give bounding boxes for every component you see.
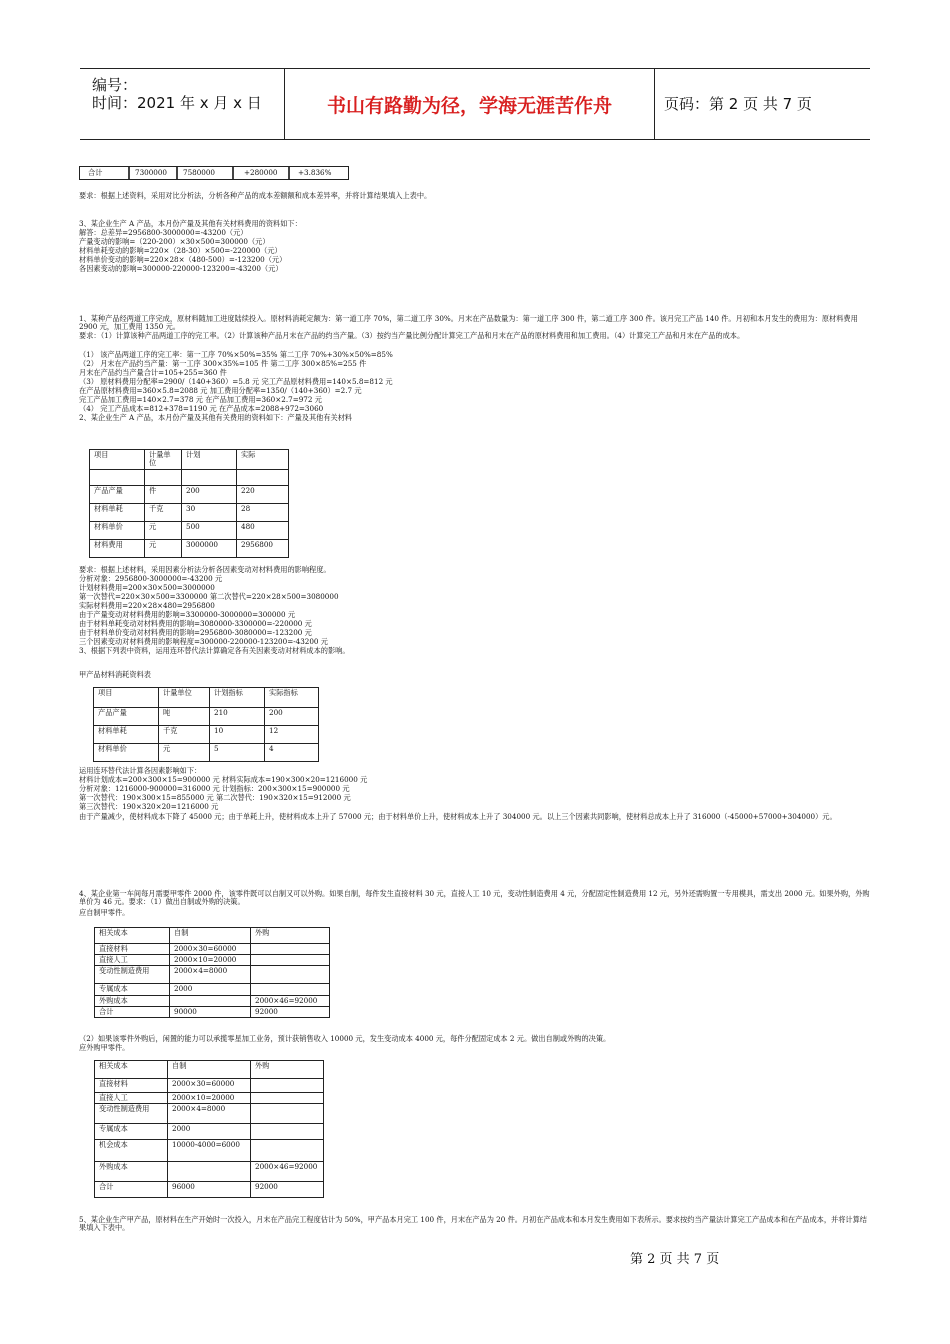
table-cell: 2000 bbox=[168, 1124, 251, 1140]
table-cell: 产品产量 bbox=[94, 708, 159, 726]
table-cell: 外购成本 bbox=[95, 996, 170, 1007]
page-header bbox=[80, 68, 870, 140]
answer-line: 材料单价变动的影响=220×28×（480-500）=-123200（元） bbox=[79, 255, 287, 264]
answer-line: 三个因素变动对材料费用的影响程度=300000-220000-123200=-43200 元 bbox=[79, 637, 328, 646]
requirement-text: 要求：根据上述资料，采用对比分析法，分析各种产品的成本差额额和成本差异率，并将计算结果填入上表中。 bbox=[79, 191, 432, 200]
total-actual: 7580000 bbox=[183, 168, 216, 177]
table-row bbox=[95, 984, 330, 996]
table-cell: 专属成本 bbox=[95, 984, 170, 996]
table-cell bbox=[251, 1104, 324, 1124]
q3-material-table bbox=[93, 687, 319, 762]
table-row bbox=[95, 955, 330, 966]
table-cell: 2956800 bbox=[237, 540, 289, 558]
table-header-cell: 外购 bbox=[251, 1061, 324, 1079]
table-header-cell: 外购 bbox=[251, 928, 330, 944]
q4-cost-table-2 bbox=[94, 1060, 324, 1198]
question-5-text: 5、某企业生产甲产品，原材料在生产开始时一次投入，月末在产品完工程度估计为 50%，甲产品本月完工 100 件，月末在产品为 20 件。月初在产品成本和本月发生费用如下表所示。要求按约当产量法计算完工产品成本和在产品成本，并将计算结果填入下表中。 bbox=[79, 1215, 867, 1233]
table-header-cell: 计量单位 bbox=[145, 450, 182, 470]
answer-line: 各因素变动的影响=300000-220000-123200=-43200（元） bbox=[79, 264, 283, 273]
table-cell: 10 bbox=[210, 726, 265, 744]
table-cell: 2000×46=92000 bbox=[251, 996, 330, 1007]
table-cell: 变动性制造费用 bbox=[95, 1104, 168, 1124]
table-header-cell: 相关成本 bbox=[95, 1061, 168, 1079]
table-row bbox=[95, 1124, 324, 1140]
table-row bbox=[95, 1007, 330, 1018]
answer-line: 材料计划成本=200×300×15=900000 元 材料实际成本=190×300×20=1216000 元 bbox=[79, 775, 368, 784]
table-cell: 合计 bbox=[95, 1182, 168, 1198]
table-cell bbox=[251, 1124, 324, 1140]
answer-line: 第一次替代=220×30×500=3300000 第二次替代=220×28×500=3080000 bbox=[79, 592, 339, 601]
header-divider bbox=[654, 69, 655, 139]
total-plan: 7300000 bbox=[135, 168, 168, 177]
table-header-cell: 相关成本 bbox=[95, 928, 170, 944]
table-row bbox=[95, 1182, 324, 1198]
table-cell bbox=[251, 955, 330, 966]
table-row bbox=[90, 486, 289, 504]
total-label: 合计 bbox=[88, 168, 103, 177]
table-cell bbox=[251, 944, 330, 955]
table-header-cell: 实际指标 bbox=[265, 688, 319, 708]
table-row bbox=[95, 1162, 324, 1182]
table-cell: 12 bbox=[265, 726, 319, 744]
table-cell: 材料费用 bbox=[90, 540, 145, 558]
table-cell: 千克 bbox=[145, 504, 182, 522]
table-header-cell: 计划 bbox=[182, 450, 237, 470]
question-1-requirement: 要求：（1）计算该种产品两道工序的完工率。（2）计算该种产品月末在产品的约当产量。（3）按约当产量比例分配计算完工产品和月末在产品的原材料费用和加工费用。（4）计算完工产品和月末在产品的成本。 bbox=[79, 331, 745, 340]
table-row bbox=[95, 1104, 324, 1124]
table-cell: 200 bbox=[265, 708, 319, 726]
answer-line: 要求：根据上述材料，采用因素分析法分析各因素变动对材料费用的影响程度。 bbox=[79, 565, 331, 574]
table-cell: 4 bbox=[265, 744, 319, 762]
total-diff: +280000 bbox=[244, 168, 278, 177]
question-3a-intro: 3、某企业生产 A 产品，本月份产量及其他有关材料费用的资料如下： bbox=[79, 219, 302, 228]
table-row bbox=[90, 522, 289, 540]
table-cell: 500 bbox=[182, 522, 237, 540]
table-cell: 专属成本 bbox=[95, 1124, 168, 1140]
answer-line: 第一次替代：190×300×15=855000 元 第二次替代：190×320×15=912000 元 bbox=[79, 793, 351, 802]
table-cell: 2000×46=92000 bbox=[251, 1162, 324, 1182]
answer-line: 月末在产品约当产量合计=105+255=360 件 bbox=[79, 368, 227, 377]
table-header-row bbox=[95, 928, 330, 944]
table-header-row bbox=[94, 688, 319, 708]
answer-line: 解答：总差异=2956800-3000000=-43200（元） bbox=[79, 228, 248, 237]
table-cell: 3000000 bbox=[182, 540, 237, 558]
table-cell: 直接材料 bbox=[95, 1079, 168, 1093]
answer-line: 第三次替代：190×320×20=1216000 元 bbox=[79, 802, 219, 811]
table-row bbox=[95, 1093, 324, 1104]
table-header-cell: 项目 bbox=[90, 450, 145, 470]
table-cell bbox=[251, 1140, 324, 1162]
table-row bbox=[95, 996, 330, 1007]
total-row bbox=[79, 166, 349, 180]
answer-line: 由于产量变动对材料费用的影响=3300000-3000000=300000 元 bbox=[79, 610, 296, 619]
table-cell: 产品产量 bbox=[90, 486, 145, 504]
table-cell: 90000 bbox=[170, 1007, 251, 1018]
question-2-intro: 2、某企业生产 A 产品，本月份产量及其他有关费用的资料如下：产量及其他有关材料 bbox=[79, 413, 353, 422]
table-cell: 220 bbox=[237, 486, 289, 504]
table-cell: 2000×10=20000 bbox=[170, 955, 251, 966]
table-row bbox=[95, 966, 330, 984]
answer-line: 完工产品加工费用=140×2.7=378 元 在产品加工费用=360×2.7=972 元 bbox=[79, 395, 322, 404]
table-cell: 直接人工 bbox=[95, 955, 170, 966]
table-cell: 2000 bbox=[170, 984, 251, 996]
table-row bbox=[90, 540, 289, 558]
table-header-cell: 计量单位 bbox=[159, 688, 210, 708]
table-header-cell: 自制 bbox=[170, 928, 251, 944]
table-cell: 5 bbox=[210, 744, 265, 762]
header-page-info: 页码：第 2 页 共 7 页 bbox=[664, 95, 812, 113]
table-cell: 30 bbox=[182, 504, 237, 522]
cell-separator bbox=[176, 167, 178, 179]
table-cell: 2000×10=20000 bbox=[168, 1093, 251, 1104]
table-header-cell: 项目 bbox=[94, 688, 159, 708]
answer-line: （4） 完工产品成本=812+378=1190 元 在产品成本=2088+972=3060 bbox=[79, 404, 324, 413]
table-cell: 480 bbox=[237, 522, 289, 540]
table-cell: 2000×30=60000 bbox=[170, 944, 251, 955]
table-cell: 96000 bbox=[168, 1182, 251, 1198]
table-row bbox=[95, 944, 330, 955]
table-cell: 直接材料 bbox=[95, 944, 170, 955]
decision-text: 应外购甲零件。 bbox=[79, 1043, 130, 1052]
answer-line: 运用连环替代法计算各因素影响如下： bbox=[79, 766, 202, 775]
table-header-row bbox=[95, 1061, 324, 1079]
table-header-cell: 计划指标 bbox=[210, 688, 265, 708]
table-cell: 92000 bbox=[251, 1182, 324, 1198]
answer-line: 在产品原材料费用=360×5.8=2088 元 加工费用分配率=1350/（140+360）=2.7 元 bbox=[79, 386, 362, 395]
table-cell: 2000×4=8000 bbox=[170, 966, 251, 984]
table-cell: 变动性制造费用 bbox=[95, 966, 170, 984]
table-cell: 外购成本 bbox=[95, 1162, 168, 1182]
header-meta bbox=[80, 69, 280, 139]
time-label: 时间：2021 年 x 月 x 日 bbox=[92, 94, 262, 112]
answer-line: 产量变动的影响=（220-200）×30×500=300000（元） bbox=[79, 237, 270, 246]
table-cell: 92000 bbox=[251, 1007, 330, 1018]
table-cell: 吨 bbox=[159, 708, 210, 726]
answer-line: 分析对象：1216000-900000=316000 元 计划指标：200×300×15=900000 元 bbox=[79, 784, 350, 793]
table-row bbox=[94, 744, 319, 762]
table-caption: 甲产品材料消耗资料表 bbox=[79, 670, 151, 679]
table-cell bbox=[251, 1079, 324, 1093]
answer-line: 材料单耗变动的影响=220×（28-30）×500=-220000（元） bbox=[79, 246, 282, 255]
table-cell bbox=[168, 1162, 251, 1182]
table-cell: 元 bbox=[145, 540, 182, 558]
cell-separator bbox=[232, 167, 234, 179]
question-1-text: 1、某种产品经两道工序完成，原材料随加工进度陆续投入。原材料消耗定额为：第一道工序 70%，第二道工序 30%。月末在产品数量为：第一道工序 300 件，第二道工序 300 件。该月完工产品 140 件。月初和本月发生的费用为：原材料费用 2900 元，加工费用 1350 元。 bbox=[79, 314, 858, 332]
answer-line: （1） 该产品两道工序的完工率：第一工序 70%×50%=35% 第二工序 70%+30%×50%=85% bbox=[79, 350, 393, 359]
answer-line: 由于材料单价变动对材料费用的影响=2956800-3080000=-123200 元 bbox=[79, 628, 312, 637]
table-cell: 直接人工 bbox=[95, 1093, 168, 1104]
answer-line: （3） 原材料费用分配率=2900/（140+360）=5.8 元 完工产品原材料费用=140×5.8=812 元 bbox=[79, 377, 393, 386]
table-cell bbox=[251, 966, 330, 984]
answer-line: 分析对象：2956800-3000000=-43200 元 bbox=[79, 574, 223, 583]
cell-separator bbox=[128, 167, 130, 179]
table-row bbox=[94, 726, 319, 744]
answer-line: 实际材料费用=220×28×480=2956800 bbox=[79, 601, 215, 610]
answer-line: 3、根据下列表中资料，运用连环替代法计算确定各有关因素变动对材料成本的影响。 bbox=[79, 646, 350, 655]
table-row bbox=[90, 504, 289, 522]
table-cell: 2000×4=8000 bbox=[168, 1104, 251, 1124]
table-row bbox=[95, 1140, 324, 1162]
table-cell: 200 bbox=[182, 486, 237, 504]
q2-data-table bbox=[89, 449, 289, 558]
table-cell: 机会成本 bbox=[95, 1140, 168, 1162]
table-cell: 材料单耗 bbox=[94, 726, 159, 744]
table-row bbox=[95, 1079, 324, 1093]
table-cell bbox=[251, 984, 330, 996]
table-cell: 件 bbox=[145, 486, 182, 504]
table-cell: 210 bbox=[210, 708, 265, 726]
table-cell: 2000×30=60000 bbox=[168, 1079, 251, 1093]
answer-line: （2） 月末在产品约当产量：第一工序 300×35%=105 件 第二工序 300×85%=255 件 bbox=[79, 359, 367, 368]
total-rate: +3.836% bbox=[298, 168, 332, 177]
table-header-cell: 实际 bbox=[237, 450, 289, 470]
q4-cost-table-1 bbox=[94, 927, 330, 1018]
table-header-cell: 自制 bbox=[168, 1061, 251, 1079]
decision-text: 应自制甲零件。 bbox=[79, 908, 130, 917]
table-cell: 合计 bbox=[95, 1007, 170, 1018]
header-motto: 书山有路勤为径，学海无涯苦作舟 bbox=[326, 95, 612, 117]
table-row bbox=[90, 470, 289, 486]
table-cell: 元 bbox=[145, 522, 182, 540]
answer-line: 由于材料单耗变动对材料费用的影响=3080000-3300000=-220000 元 bbox=[79, 619, 312, 628]
answer-line: 计划材料费用=200×30×500=3000000 bbox=[79, 583, 215, 592]
table-cell: 千克 bbox=[159, 726, 210, 744]
table-cell: 28 bbox=[237, 504, 289, 522]
code-label: 编号： bbox=[92, 76, 138, 94]
table-cell: 元 bbox=[159, 744, 210, 762]
table-cell: 材料单价 bbox=[90, 522, 145, 540]
cell-separator bbox=[288, 167, 290, 179]
question-4-part2: （2）如果该零件外购后，闲置的能力可以承揽零星加工业务，预计获销售收入 10000 元，发生变动成本 4000 元，每件分配固定成本 2 元。做出自制或外购的决策。 bbox=[79, 1034, 611, 1043]
q3-conclusion: 由于产量减少，使材料成本下降了 45000 元；由于单耗上升，使材料成本上升了 57000 元；由于材料单价上升，使材料成本上升了 304000 元。以上三个因素共同影响，使材料总成本上升了 316000（-45000+57000+304000）元。 bbox=[79, 812, 837, 821]
table-cell: 材料单价 bbox=[94, 744, 159, 762]
question-4-text: 4、某企业第一车间每月需要甲零件 2000 件，该零件既可以自制又可以外购。如果自制，每件发生直接材料 30 元，直接人工 10 元，变动性制造费用 4 元，分配固定性制造费用 12 元，另外还需购置一专用模具，需支出 2000 元。如果外购，外购单价为 46 元。要求：（1）做出自制或外购的决策。 bbox=[79, 889, 870, 907]
table-cell: 10000-4000=6000 bbox=[168, 1140, 251, 1162]
table-cell: 材料单耗 bbox=[90, 504, 145, 522]
table-row bbox=[94, 708, 319, 726]
page-footer: 第 2 页 共 7 页 bbox=[630, 1252, 720, 1267]
table-cell bbox=[251, 1093, 324, 1104]
table-cell bbox=[170, 996, 251, 1007]
table-header-row bbox=[90, 450, 289, 470]
